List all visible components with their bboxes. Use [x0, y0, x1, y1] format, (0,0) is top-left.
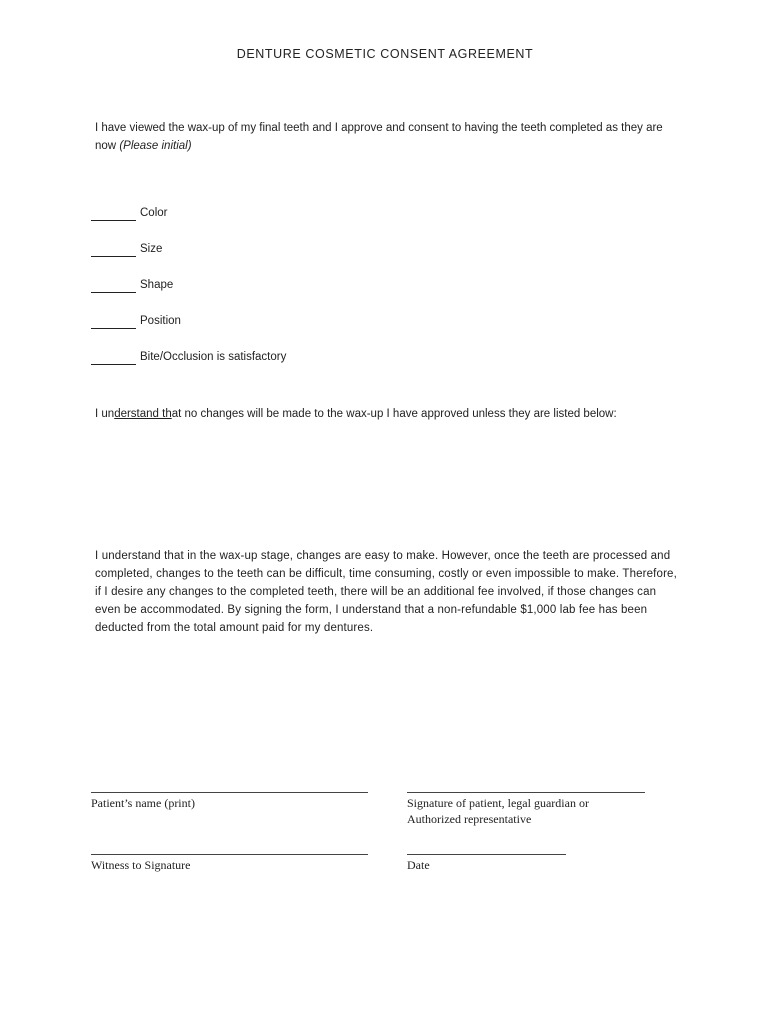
initial-blank-color[interactable]: [91, 207, 136, 221]
checklist-label: Shape: [140, 279, 174, 291]
initial-blank-shape[interactable]: [91, 279, 136, 293]
checklist-item-size: [91, 243, 286, 279]
document-title: DENTURE COSMETIC CONSENT AGREEMENT: [236, 47, 534, 61]
checklist-label: Bite/Occlusion is satisfactory: [140, 351, 287, 363]
intro-paragraph: [95, 119, 665, 155]
initial-note: (Please initial): [119, 140, 192, 152]
signature-label: [407, 795, 589, 827]
checklist-label: Color: [140, 207, 168, 219]
checklist-item-position: [91, 315, 286, 351]
signature-label-line1: Signature of patient, legal guardian or: [407, 796, 589, 810]
notice-paragraph: I understand that in the wax-up stage, changes are easy to make. However, once the teeth are processed and completed, changes to the teeth can be difficult, time consuming, costly or even impossible to make. Therefore, if I desire any changes to the completed teeth, there will be an additional fee involved, if those changes can even be accommodated. By signing the form, I understand that a non-refundable $1,000 lab fee has been deducted from the total amount paid for my dentures.: [95, 550, 677, 634]
understand-underlined: derstand th: [114, 408, 172, 420]
checklist-item-shape: [91, 279, 286, 315]
initial-blank-size[interactable]: [91, 243, 136, 257]
initial-blank-bite[interactable]: [91, 351, 136, 365]
signature-line[interactable]: [407, 792, 645, 793]
date-label: Date: [407, 858, 430, 872]
witness-label: Witness to Signature: [91, 858, 191, 872]
patient-name-line[interactable]: [91, 792, 368, 793]
initial-checklist: [91, 207, 286, 387]
intro-text: I have viewed the wax-up of my final teeth and I approve and consent to having the teeth completed as they are now: [95, 122, 663, 152]
patient-name-label: Patient’s name (print): [91, 796, 195, 810]
understand-suffix: at no changes will be made to the wax-up I have approved unless they are listed below:: [171, 408, 617, 420]
checklist-label: Position: [140, 315, 181, 327]
checklist-item-color: [91, 207, 286, 243]
understand-paragraph: [95, 405, 695, 423]
checklist-label: Size: [140, 243, 163, 255]
witness-line[interactable]: [91, 854, 368, 855]
initial-blank-position[interactable]: [91, 315, 136, 329]
date-line[interactable]: [407, 854, 566, 855]
signature-label-line2: Authorized representative: [407, 812, 532, 826]
checklist-item-bite: [91, 351, 286, 387]
understand-prefix: I un: [95, 408, 115, 420]
